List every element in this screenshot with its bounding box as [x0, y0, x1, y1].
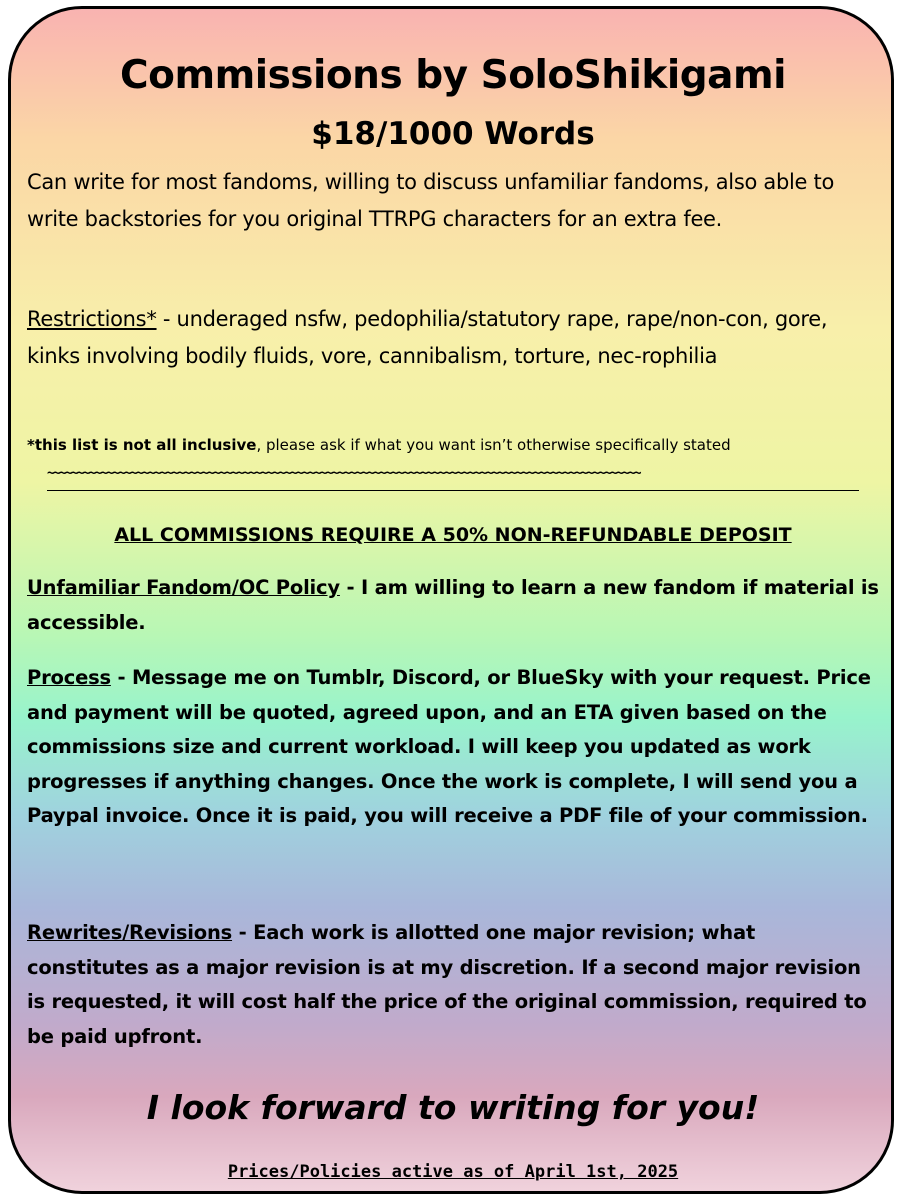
footer-text: Prices/Policies active as of April 1st, 2025 [227, 1162, 679, 1182]
price-heading: $18/1000 Words [311, 116, 595, 152]
policy-section-unfamiliar-fandom [27, 571, 879, 640]
deposit-heading [27, 520, 879, 550]
commission-sheet [8, 6, 894, 1194]
section-label: Process [27, 666, 111, 689]
section-label: Unfamiliar Fandom/OC Policy [27, 576, 340, 599]
section-text: - Message me on Tumblr, Discord, or BlueSky with your request. Price and payment will be quoted, agreed upon, and an ETA given based on the commissions size and current workload. I will keep you updated as work progresses if anything changes. Once the work is complete, I will send you a Paypal invoice. Once it is paid, you will receive a PDF file of your commission. [27, 666, 871, 828]
policy-section-process [27, 661, 879, 834]
intro-paragraph: Can write for most fandoms, willing to discuss unfamiliar fandoms, also able to write backstories for you original TTRPG characters for an extra fee. [27, 170, 834, 231]
note-rest: , please ask if what you want isn’t otherwise specifically stated [256, 436, 731, 454]
page-title: Commissions by SoloShikigami [120, 53, 786, 98]
tilde-divider: ~~~~~~~~~~~~~~~~~~~~~~~~~~~~~~~~~~~~~~~~~~~~~~~~~~~~~~~~~~~~~~~~~~~~~~~~~~~~~~~~~~~~~~~~~~~~~~~~~~~~ [47, 464, 859, 491]
section-text: - Each work is allotted one major revision; what constitutes as a major revision is at my discretion. If a second major revision is requested, it will cost half the price of the original commission, required to be paid upfront. [27, 921, 867, 1048]
closing-line: I look forward to writing for you! [146, 1088, 760, 1127]
restrictions-label: Restrictions* [27, 307, 157, 331]
restrictions-note [27, 432, 879, 458]
deposit-text: ALL COMMISSIONS REQUIRE A 50% NON-REFUNDABLE DEPOSIT [114, 524, 792, 546]
section-text: - I am willing to learn a new fandom if material is accessible. [27, 576, 879, 634]
policy-section-rewrites [27, 916, 879, 1054]
restrictions-paragraph [27, 301, 879, 375]
restrictions-text: - underaged nsfw, pedophilia/statutory rape, rape/non-con, gore, kinks involving bodily fluids, vore, cannibalism, torture, nec-rophilia [27, 307, 828, 368]
note-bold: *this list is not all inclusive [27, 436, 257, 454]
footer-date [27, 1159, 879, 1185]
section-label: Rewrites/Revisions [27, 921, 233, 944]
